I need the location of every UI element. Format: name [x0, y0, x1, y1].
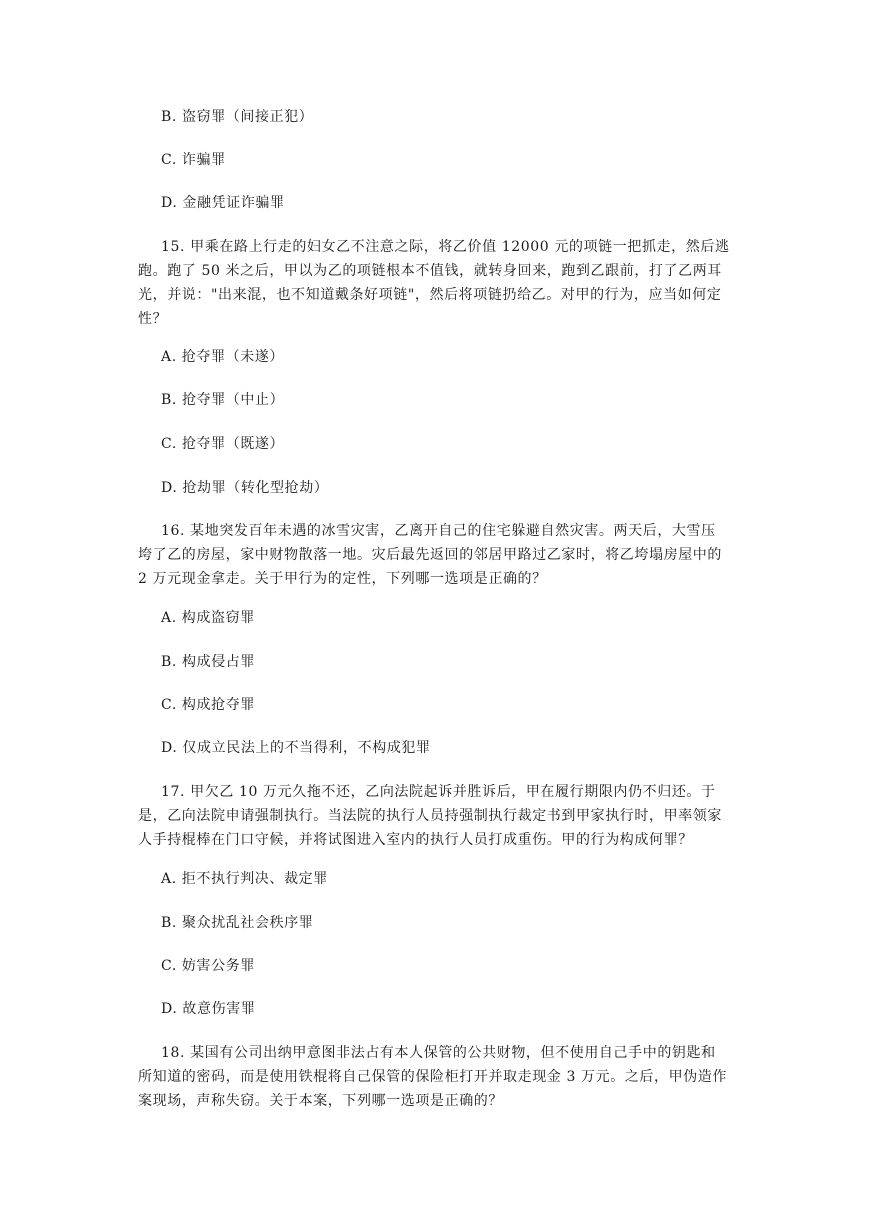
q17-line-1: 17. 甲欠乙 10 万元久拖不还，乙向法院起诉并胜诉后，甲在履行期限内仍不归还。于: [161, 784, 716, 800]
q16-line-1: 16. 某地突发百年未遇的冰雪灾害，乙离开自己的住宅躲避自然灾害。两天后，大雪压: [161, 523, 716, 539]
q18-line-1: 18. 某国有公司出纳甲意图非法占有本人保管的公共财物，但不使用自己手中的钥匙和: [161, 1045, 716, 1061]
q15-line-3: 光，并说："出来混，也不知道戴条好项链"，然后将项链扔给乙。对甲的行为，应当如何定: [138, 287, 722, 303]
q16-line-3: 2 万元现金拿走。关于甲行为的定性，下列哪一选项是正确的？: [138, 571, 547, 587]
q16-line-2: 垮了乙的房屋，家中财物散落一地。灾后最先返回的邻居甲路过乙家时，将乙垮塌房屋中的: [138, 547, 722, 563]
q18-line-2: 所知道的密码，而是使用铁棍将自己保管的保险柜打开并取走现金 3 万元。之后，甲伪造作: [138, 1069, 728, 1085]
q17-line-2: 是，乙向法院申请强制执行。当法院的执行人员持强制执行裁定书到甲家执行时，甲率领家: [138, 808, 722, 824]
q15-option-a: A. 抢夺罪（未遂）: [161, 349, 285, 365]
q15-option-d: D. 抢劫罪（转化型抢劫）: [161, 480, 329, 496]
option-c-prev: C. 诈骗罪: [161, 152, 226, 168]
q17-option-b: B. 聚众扰乱社会秩序罪: [161, 915, 314, 931]
q17-option-d: D. 故意伤害罪: [161, 1001, 256, 1017]
q15-line-1: 15. 甲乘在路上行走的妇女乙不注意之际，将乙价值 12000 元的项链一把抓走，然后逃: [161, 239, 730, 255]
q17-option-c: C. 妨害公务罪: [161, 958, 255, 974]
option-d-prev: D. 金融凭证诈骗罪: [161, 195, 285, 211]
q16-option-c: C. 构成抢夺罪: [161, 697, 255, 713]
q15-option-b: B. 抢夺罪（中止）: [161, 392, 285, 408]
q15-option-c: C. 抢夺罪（既遂）: [161, 436, 285, 452]
q17-line-3: 人手持棍棒在门口守候，并将试图进入室内的执行人员打成重伤。甲的行为构成何罪？: [138, 832, 693, 848]
q15-line-2: 跑。跑了 50 米之后，甲以为乙的项链根本不值钱，就转身回来，跑到乙跟前，打了乙两耳: [138, 263, 722, 279]
q15-line-4: 性？: [138, 311, 168, 327]
q16-option-d: D. 仅成立民法上的不当得利，不构成犯罪: [161, 740, 431, 756]
q16-option-a: A. 构成盗窃罪: [161, 610, 255, 626]
q17-option-a: A. 拒不执行判决、裁定罪: [161, 871, 328, 887]
q18-line-3: 案现场，声称失窃。关于本案，下列哪一选项是正确的？: [138, 1093, 503, 1109]
option-b-prev: B. 盗窃罪（间接正犯）: [161, 109, 314, 125]
q16-option-b: B. 构成侵占罪: [161, 654, 255, 670]
